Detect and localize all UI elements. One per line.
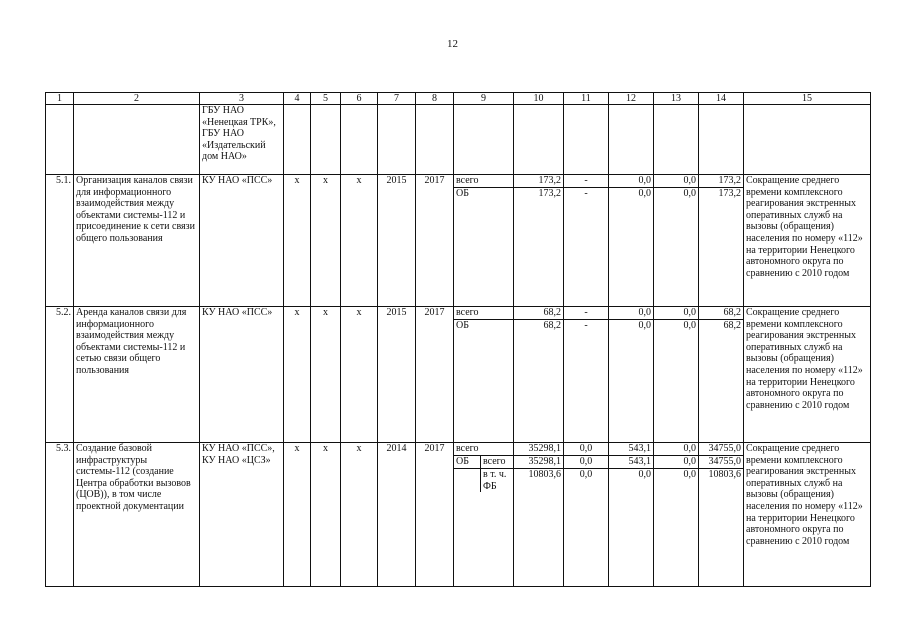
column-number-row: [46, 93, 871, 105]
funding-source-cell: [454, 307, 514, 443]
funding-source-label: [454, 469, 480, 492]
amount-value: 0,0: [654, 456, 698, 469]
funding-source-line: [454, 456, 513, 469]
funding-source-line: [454, 307, 513, 320]
col-header: 6: [341, 93, 378, 105]
col-header: 14: [699, 93, 744, 105]
funding-source-line: [454, 320, 513, 332]
cell-c6: х: [341, 443, 378, 587]
col-header: 13: [654, 93, 699, 105]
amount-cell-c13: [654, 443, 699, 587]
cell: [654, 105, 699, 175]
cell-c4: х: [284, 307, 311, 443]
col-header: 10: [514, 93, 564, 105]
amount-cell-c14: [699, 307, 744, 443]
funding-source-line: [454, 188, 513, 200]
funding-source-cell: [454, 175, 514, 307]
cell: [378, 105, 416, 175]
amount-value: 68,2: [723, 320, 741, 331]
amount-value: 35298,1: [514, 443, 563, 456]
col-header: 11: [564, 93, 609, 105]
col-header: 12: [609, 93, 654, 105]
cell: [284, 105, 311, 175]
amount-cell-c13: [654, 307, 699, 443]
amount-value: 0,0: [638, 320, 651, 331]
amount-value: 68,2: [699, 307, 743, 320]
funding-source-label: всего: [456, 175, 479, 186]
cell: [416, 105, 454, 175]
measure-executor: КУ НАО «ПСС»: [200, 307, 284, 443]
amount-value: 10803,6: [528, 469, 561, 480]
amount-cell-c10: [514, 175, 564, 307]
funding-source-sublabel: всего: [480, 456, 513, 468]
measure-name: Создание базовой инфраструктуры системы-112 (создание Центра обработки вызовов (ЦОВ)), в том числе проектной документации: [74, 443, 200, 587]
amount-cell-c11: [564, 307, 609, 443]
measure-name: Организация каналов связи для информационного взаимодействия между объектами системы-112 и присоединение к сети связи общего пользования: [74, 175, 200, 307]
amount-cell-c10: [514, 443, 564, 587]
funding-source-line: [454, 175, 513, 188]
amount-value: 0,0: [683, 188, 696, 199]
funding-source-label: ОБ: [456, 320, 469, 331]
cell: [311, 105, 341, 175]
amount-value: 0,0: [579, 469, 593, 480]
amount-value: -: [564, 175, 608, 188]
amount-value: 0,0: [683, 469, 696, 480]
funding-source-label: всего: [456, 307, 479, 318]
amount-cell-c11: [564, 175, 609, 307]
cell: [341, 105, 378, 175]
amount-cell-c11: [564, 443, 609, 587]
cell: [564, 105, 609, 175]
cell-c5: х: [311, 175, 341, 307]
amount-value: 543,1: [609, 443, 653, 456]
cell-c6: х: [341, 307, 378, 443]
funding-source-line: [454, 469, 513, 492]
col-header: 15: [744, 93, 871, 105]
col-header: 8: [416, 93, 454, 105]
amount-cell-c12: [609, 175, 654, 307]
amount-value: 35298,1: [514, 456, 563, 469]
page-number: 12: [447, 38, 458, 50]
measure-row: [46, 307, 871, 443]
expected-result: Сокращение среднего времени комплексного реагирования экстренных оперативных служб на вызовы (обращения) населения по номеру «112» на территории Ненецкого автономного округа по сравнению с 2010 годом: [744, 307, 871, 443]
funding-source-label: ОБ: [456, 188, 469, 199]
start-year: 2015: [378, 307, 416, 443]
measure-row: [46, 175, 871, 307]
col-header: 1: [46, 93, 74, 105]
amount-value: 0,0: [564, 443, 608, 456]
amount-cell-c14: [699, 175, 744, 307]
measure-number: 5.3.: [46, 443, 74, 587]
cell: [454, 105, 514, 175]
cell: [699, 105, 744, 175]
amount-cell-c13: [654, 175, 699, 307]
expected-result: Сокращение среднего времени комплексного реагирования экстренных оперативных служб на вызовы (обращения) населения по номеру «112» на территории Ненецкого автономного округа по сравнению с 2010 годом: [744, 443, 871, 587]
end-year: 2017: [416, 307, 454, 443]
amount-value: 34755,0: [699, 443, 743, 456]
continuation-row: [46, 105, 871, 175]
cell: [46, 105, 74, 175]
amount-value: 0,0: [683, 320, 696, 331]
end-year: 2017: [416, 175, 454, 307]
amount-value: -: [584, 320, 588, 331]
funding-source-sublabel: в т. ч. ФБ: [480, 469, 513, 492]
cell: [74, 105, 200, 175]
amount-value: 0,0: [609, 307, 653, 320]
cell: [514, 105, 564, 175]
col-header: 2: [74, 93, 200, 105]
col-header: 5: [311, 93, 341, 105]
expected-result: Сокращение среднего времени комплексного реагирования экстренных оперативных служб на вызовы (обращения) населения по номеру «112» на территории Ненецкого автономного округа по сравнению с 2010 годом: [744, 175, 871, 307]
amount-value: 0,0: [654, 443, 698, 456]
funding-source-label: ОБ: [456, 456, 469, 467]
cell-c4: х: [284, 175, 311, 307]
col-header: 9: [454, 93, 514, 105]
start-year: 2015: [378, 175, 416, 307]
col-header: 4: [284, 93, 311, 105]
amount-value: 173,2: [514, 175, 563, 188]
amount-cell-c12: [609, 443, 654, 587]
executor-cell: ГБУ НАО «Ненецкая ТРК», ГБУ НАО «Издательский дом НАО»: [200, 105, 284, 175]
amount-value: 10803,6: [708, 469, 741, 480]
amount-cell-c10: [514, 307, 564, 443]
col-header: 3: [200, 93, 284, 105]
amount-value: 173,2: [699, 175, 743, 188]
amount-value: 0,0: [638, 469, 651, 480]
program-table: [45, 92, 871, 587]
amount-value: 543,1: [609, 456, 653, 469]
cell-c5: х: [311, 443, 341, 587]
amount-value: -: [564, 307, 608, 320]
amount-cell-c12: [609, 307, 654, 443]
cell: [744, 105, 871, 175]
amount-value: 0,0: [638, 188, 651, 199]
amount-value: 0,0: [609, 175, 653, 188]
amount-value: 0,0: [654, 175, 698, 188]
cell-c6: х: [341, 175, 378, 307]
amount-value: 0,0: [654, 307, 698, 320]
amount-value: 68,2: [543, 320, 561, 331]
funding-source-line: [454, 443, 513, 456]
end-year: 2017: [416, 443, 454, 587]
amount-value: -: [584, 188, 588, 199]
funding-source-label: всего: [456, 443, 479, 454]
amount-cell-c14: [699, 443, 744, 587]
amount-value: 173,2: [538, 188, 561, 199]
amount-value: 68,2: [514, 307, 563, 320]
funding-source-cell: [454, 443, 514, 587]
amount-value: 173,2: [718, 188, 741, 199]
measure-number: 5.2.: [46, 307, 74, 443]
measure-number: 5.1.: [46, 175, 74, 307]
measure-row: [46, 443, 871, 587]
amount-value: 34755,0: [699, 456, 743, 469]
measure-executor: КУ НАО «ПСС», КУ НАО «ЦСЗ»: [200, 443, 284, 587]
measure-executor: КУ НАО «ПСС»: [200, 175, 284, 307]
measure-name: Аренда каналов связи для информационного взаимодействия между объектами системы-112 и сетью связи общего пользования: [74, 307, 200, 443]
cell: [609, 105, 654, 175]
cell-c4: х: [284, 443, 311, 587]
start-year: 2014: [378, 443, 416, 587]
cell-c5: х: [311, 307, 341, 443]
col-header: 7: [378, 93, 416, 105]
amount-value: 0,0: [564, 456, 608, 469]
